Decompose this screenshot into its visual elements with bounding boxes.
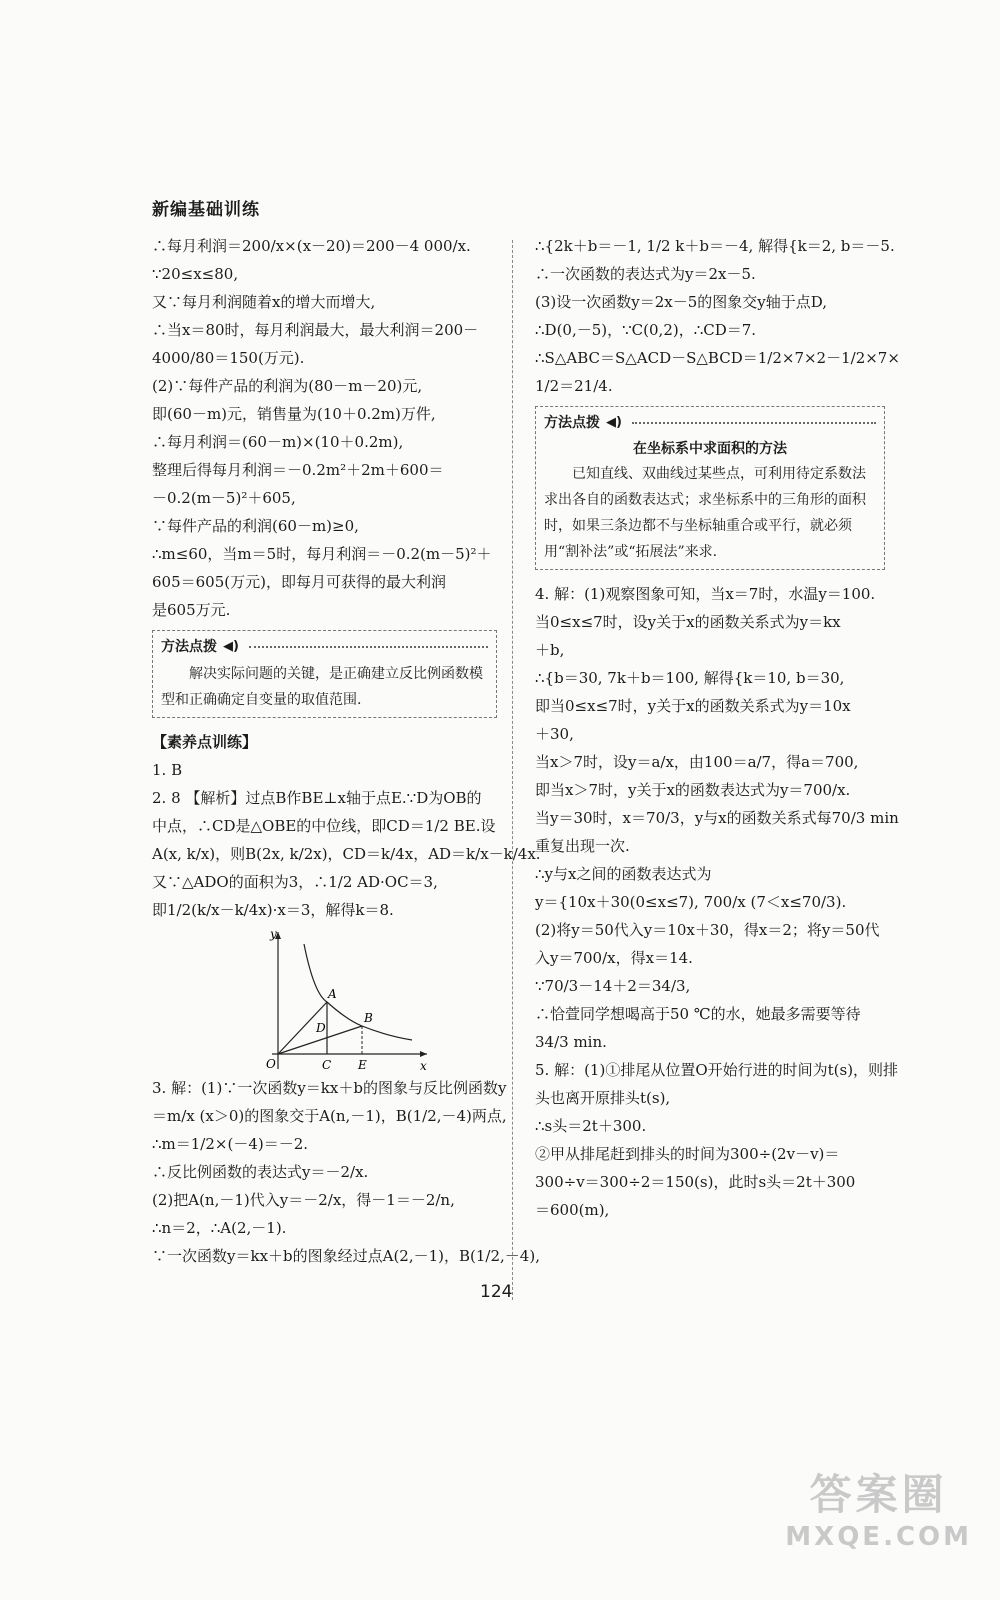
text-line: 中点，∴CD是△OBE的中位线，即CD＝1/2 BE.设 bbox=[152, 817, 496, 835]
tip-label: 方法点拨 bbox=[544, 415, 600, 431]
text-line: ∴{b＝30, 7k＋b＝100, 解得{k＝10, b＝30, bbox=[535, 669, 845, 687]
text-line: (3)设一次函数y＝2x－5的图象交y轴于点D, bbox=[535, 293, 828, 311]
text-line: ∴当x＝80时，每月利润最大，最大利润＝200－ bbox=[152, 321, 479, 339]
text-line: 1/2＝21/4. bbox=[535, 377, 613, 395]
right-column bbox=[535, 232, 900, 1224]
watermark bbox=[785, 1462, 972, 1552]
text-line: 是605万元. bbox=[152, 601, 231, 619]
text-line: ∴反比例函数的表达式y＝－2/x. bbox=[152, 1163, 369, 1181]
text-line: 整理后得每月利润＝－0.2m²＋2m＋600＝ bbox=[152, 461, 444, 479]
label-b: B bbox=[364, 1011, 373, 1025]
text-line: 1. B bbox=[152, 761, 183, 779]
text-line: 当0≤x≤7时，设y关于x的函数关系式为y＝kx bbox=[535, 613, 841, 631]
text-line: 4000/80＝150(万元). bbox=[152, 349, 305, 367]
page-header: 新编基础训练 bbox=[152, 200, 260, 220]
text-line: y＝{10x＋30(0≤x≤7), 700/x (7＜x≤70/3). bbox=[535, 893, 847, 911]
watermark-sub: MXQE.COM bbox=[785, 1522, 972, 1552]
text-line: ＝m/x (x＞0)的图象交于A(n,－1)，B(1/2,－4)两点, bbox=[152, 1107, 507, 1125]
label-o: O bbox=[266, 1057, 276, 1071]
text-line: ∴每月利润＝(60－m)×(10＋0.2m), bbox=[152, 433, 404, 451]
text-line: ∵一次函数y＝kx＋b的图象经过点A(2,－1)，B(1/2,－4), bbox=[152, 1247, 540, 1265]
label-d: D bbox=[316, 1021, 326, 1035]
text-line: －0.2(m－5)²＋605, bbox=[152, 489, 296, 507]
column-divider bbox=[512, 240, 513, 1300]
figure-svg bbox=[252, 924, 432, 1074]
text-line: ∴{2k＋b＝－1, 1/2 k＋b＝－4, 解得{k＝2, b＝－5. bbox=[535, 237, 895, 255]
section-title: 【素养点训练】 bbox=[152, 733, 258, 751]
text-line: (2)∵每件产品的利润为(80－m－20)元, bbox=[152, 377, 423, 395]
text-line: ∴一次函数的表达式为y＝2x－5. bbox=[535, 265, 756, 283]
text-line: 605＝605(万元)，即每月可获得的最大利润 bbox=[152, 573, 446, 591]
text-line: ∵70/3－14＋2＝34/3, bbox=[535, 977, 691, 995]
text-line: ②甲从排尾赶到排头的时间为300÷(2v－v)＝ bbox=[535, 1145, 840, 1163]
label-y: y bbox=[270, 927, 277, 941]
right-block-a bbox=[535, 232, 900, 400]
text-line: ∴每月利润＝200/x×(x－20)＝200－4 000/x. bbox=[152, 237, 471, 255]
text-line: 头也离开原排头t(s), bbox=[535, 1089, 671, 1107]
text-line: 即(60－m)元，销售量为(10＋0.2m)万件, bbox=[152, 405, 436, 423]
text-line: ∵每件产品的利润(60－m)≥0, bbox=[152, 517, 359, 535]
text-line: ＋b, bbox=[535, 641, 565, 659]
text-line: 即当x＞7时，y关于x的函数表达式为y＝700/x. bbox=[535, 781, 851, 799]
text-line: (2)把A(n,－1)代入y＝－2/x，得－1＝－2/n, bbox=[152, 1191, 455, 1209]
text-line: ∴y与x之间的函数表达式为 bbox=[535, 865, 712, 883]
tip-box-left bbox=[152, 630, 497, 718]
x-axis-arrow bbox=[420, 1051, 427, 1057]
speaker-icon: ◀) bbox=[223, 639, 239, 654]
label-e: E bbox=[358, 1058, 367, 1072]
text-line: ∴S△ABC＝S△ACD－S△BCD＝1/2×7×2－1/2×7× bbox=[535, 349, 900, 367]
tip-title: 在坐标系中求面积的方法 bbox=[633, 441, 787, 457]
tip-label: 方法点拨 bbox=[161, 639, 217, 655]
text-line: 入y＝700/x，得x＝14. bbox=[535, 949, 693, 967]
right-block-b bbox=[535, 580, 899, 1224]
tip-box-right bbox=[535, 406, 885, 570]
watermark-main: 答案圈 bbox=[809, 1470, 948, 1519]
text-line: 又∵△ADO的面积为3，∴1/2 AD·OC＝3, bbox=[152, 873, 438, 891]
tip-head bbox=[161, 633, 488, 661]
text-line: A(x, k/x)，则B(2x, k/2x)，CD＝k/4x，AD＝k/x－k/4x. bbox=[152, 845, 541, 863]
text-line: ∴n＝2，∴A(2,－1). bbox=[152, 1219, 287, 1237]
text-line: 重复出现一次. bbox=[535, 837, 630, 855]
tip-text: 解决实际问题的关键，是正确建立反比例函数模型和正确确定自变量的取值范围. bbox=[161, 666, 483, 708]
text-line: 3. 解：(1)∵一次函数y＝kx＋b的图象与反比例函数y bbox=[152, 1079, 507, 1097]
text-line: 5. 解：(1)①排尾从位置O开始行进的时间为t(s)，则排 bbox=[535, 1061, 899, 1079]
label-a: A bbox=[328, 987, 337, 1001]
text-line: ∴m＝1/2×(－4)＝－2. bbox=[152, 1135, 309, 1153]
left-block-c bbox=[152, 1074, 540, 1270]
text-line: ＋30, bbox=[535, 725, 574, 743]
left-block-a bbox=[152, 232, 497, 624]
label-c: C bbox=[322, 1058, 332, 1072]
text-line: 300÷v＝300÷2＝150(s)，此时s头＝2t＋300 bbox=[535, 1173, 856, 1191]
page-number: 124 bbox=[480, 1282, 513, 1302]
tip-rule bbox=[249, 646, 488, 648]
text-line: 即当0≤x≤7时，y关于x的函数关系式为y＝10x bbox=[535, 697, 851, 715]
text-line: 4. 解：(1)观察图象可知，当x＝7时，水温y＝100. bbox=[535, 585, 876, 603]
text-line: 2. 8 【解析】过点B作BE⊥x轴于点E.∵D为OB的 bbox=[152, 789, 482, 807]
text-line: 当x＞7时，设y＝a/x，由100＝a/7，得a＝700, bbox=[535, 753, 859, 771]
label-x: x bbox=[420, 1059, 427, 1073]
text-line: 即1/2(k/x－k/4x)·x＝3，解得k＝8. bbox=[152, 901, 394, 919]
text-line: ∵20≤x≤80, bbox=[152, 265, 239, 283]
left-column bbox=[152, 232, 541, 1270]
text-line: 当y＝30时，x＝70/3，y与x的函数关系式每70/3 min bbox=[535, 809, 899, 827]
tip-text: 已知直线、双曲线过某些点，可利用待定系数法求出各自的函数表达式；求坐标系中的三角形的面积时，如果三条边都不与坐标轴重合或平行，就必须用“割补法”或“拓展法”来求. bbox=[544, 466, 866, 560]
text-line: (2)将y＝50代入y＝10x＋30，得x＝2；将y＝50代 bbox=[535, 921, 880, 939]
text-line: ∴s头＝2t＋300. bbox=[535, 1117, 647, 1135]
text-line: ∴m≤60，当m＝5时，每月利润＝－0.2(m－5)²＋ bbox=[152, 545, 492, 563]
text-line: ∴恰萱同学想喝高于50 ℃的水，她最多需要等待 bbox=[535, 1005, 861, 1023]
text-line: 又∵每月利润随着x的增大而增大, bbox=[152, 293, 376, 311]
text-line: ∴D(0,－5)，∵C(0,2)，∴CD＝7. bbox=[535, 321, 757, 339]
hyperbola-figure bbox=[152, 924, 497, 1074]
tip-head bbox=[544, 409, 876, 437]
speaker-icon: ◀) bbox=[606, 415, 622, 430]
tip-rule bbox=[632, 422, 876, 424]
text-line: 34/3 min. bbox=[535, 1033, 607, 1051]
text-line: ＝600(m), bbox=[535, 1201, 610, 1219]
left-block-b bbox=[152, 756, 541, 924]
